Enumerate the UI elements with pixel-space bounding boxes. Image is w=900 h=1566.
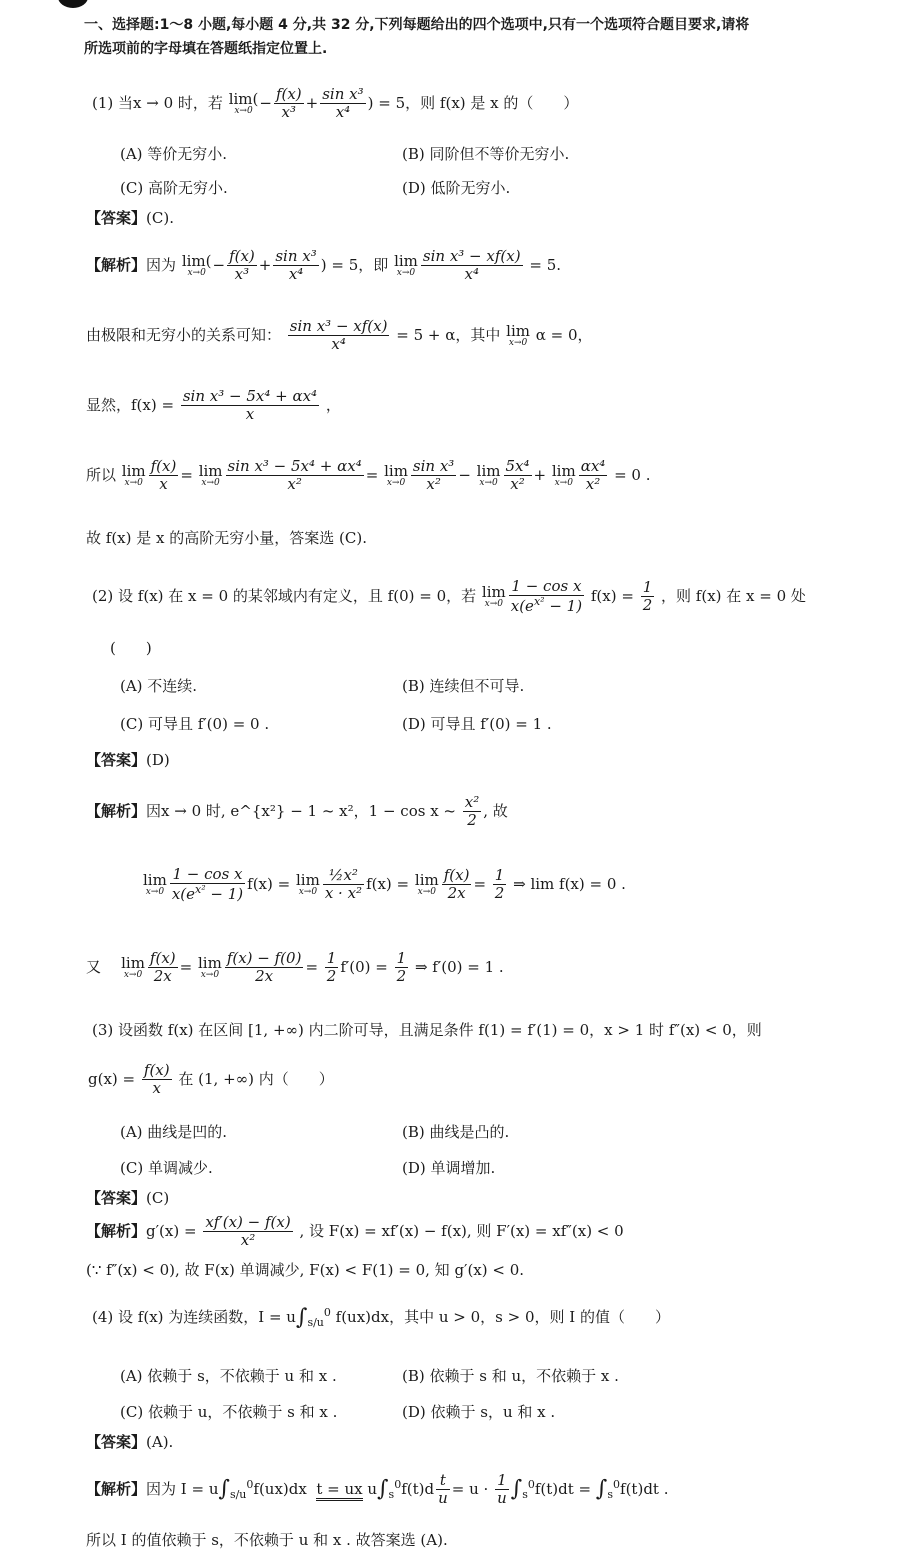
q1-analysis-5: 故 f(x) 是 x 的高阶无穷小量，答案选 (C). (86, 529, 367, 547)
q4-analysis-1: 【解析】因为 $I = u\int_{s/u}^0f(ux)dx$ t = ux $u\int_s^0f(t)d$ $\frac{t}{u}$ = u · $\frac{1}{u}$ $\int_s^0f(t)dt = \int_s^0f(t)dt$ . (86, 1471, 669, 1508)
q1-answer: 【答案】(C). (86, 209, 174, 227)
q3-option-b: (B) 曲线是凸的. (402, 1123, 510, 1141)
section-header-line1: 一、选择题:1～8 小题,每小题 4 分,共 32 分,下列每题给出的四个选项中,只有一个选项符合题目要求,请将 (84, 17, 750, 33)
corner-mark (58, 0, 88, 8)
q4-stem: (4) 设 f(x) 为连续函数，$I = u\int_{s/u}^0$ f(ux)dx，其中 u > 0，s > 0，则 I 的值（ ） (92, 1305, 670, 1330)
q2-analysis-3: 又 lim x→0 $\frac{f(x)}{2x}$ = lim x→0 $\frac{f(x) - f(0)}{2x}$ = $\frac{1}{2}$ f′(0) = $\frac{1}{2}$ ⇒ f′(0) = 1 . (86, 949, 504, 986)
q3-option-a: (A) 曲线是凹的. (120, 1123, 228, 1141)
q2-analysis-2: lim x→0 $\frac{\text{1 − cos x}}{x(e^{x^2} - 1)}$ f(x) = lim x→0 $\frac{\text{½x²}}{\text{x · x²}}$ f(x) = lim x→0 $\frac{f(x)}{2x}$ = $\frac{1}{2}$ ⇒ lim f(x) = 0 . (143, 865, 626, 904)
section-header-line2: 所选项前的字母填在答题纸指定位置上. (84, 41, 328, 57)
q2-option-c: (C) 可导且 f′(0) = 0 . (120, 715, 270, 733)
q4-option-b: (B) 依赖于 s 和 u，不依赖于 x . (402, 1367, 619, 1385)
q3-option-c: (C) 单调减少. (120, 1159, 213, 1177)
q2-stem: (2) 设 f(x) 在 x = 0 的某邻域内有定义，且 f(0) = 0，若 lim x→0 $\frac{\text{1 − cos x}}{x(e^{x^2} - 1)}$ f(x) = $\frac{1}{2}$ ，则 f(x) 在 x = 0 处 (92, 577, 806, 616)
q1-option-c: (C) 高阶无穷小. (120, 179, 228, 197)
q1-analysis-1: 【解析】因为 lim( x→0 − $\frac{f(x)}{\text{x³}}$ + $\frac{\text{sin x³}}{\text{x⁴}}$ ) = 5，即 lim x→0 $\frac{\text{sin x³ − xf(x)}}{\text{x⁴}}$ = 5. (86, 247, 562, 284)
q4-analysis-2: 所以 I 的值依赖于 s，不依赖于 u 和 x . 故答案选 (A). (86, 1531, 448, 1549)
q4-option-a: (A) 依赖于 s，不依赖于 u 和 x . (120, 1367, 337, 1385)
q1-option-a: (A) 等价无穷小. (120, 145, 228, 163)
q2-option-b: (B) 连续但不可导. (402, 677, 525, 695)
q2-option-d: (D) 可导且 f′(0) = 1 . (402, 715, 552, 733)
q4-option-c: (C) 依赖于 u，不依赖于 s 和 x . (120, 1403, 338, 1421)
q3-analysis-1: 【解析】g′(x) = $\frac{xf'(x) - f(x)}{\text{x²}}$ , 设 F(x) = xf′(x) − f(x), 则 F′(x) = xf″(x) < 0 (86, 1213, 624, 1250)
q4-option-d: (D) 依赖于 s，u 和 x . (402, 1403, 556, 1421)
q2-answer: 【答案】(D) (86, 751, 170, 769)
q2-paren: ( ) (110, 639, 152, 657)
q2-analysis-1: 【解析】因x → 0 时, e^{x²} − 1 ~ x²，1 − cos x ~ $\frac{\text{x²}}{2}$ , 故 (86, 793, 508, 830)
q3-answer: 【答案】(C) (86, 1189, 170, 1207)
q1-analysis-3: 显然，f(x) = $\frac{\text{sin x³ − 5x⁴ + αx⁴}}{x}$ ， (86, 387, 341, 424)
q1-option-b: (B) 同阶但不等价无穷小. (402, 145, 570, 163)
q1-analysis-4: 所以 lim x→0 $\frac{f(x)}{x}$ = lim x→0 $\frac{\text{sin x³ − 5x⁴ + αx⁴}}{\text{x²}}$ = lim x→0 $\frac{\text{sin x³}}{\text{x²}}$ − lim x→0 $\frac{\text{5x⁴}}{\text{x²}}$ + lim x→0 $\frac{\text{αx⁴}}{\text{x²}}$ = 0 . (86, 457, 651, 494)
q1-option-d: (D) 低阶无穷小. (402, 179, 511, 197)
q3-analysis-2: (∵ f″(x) < 0), 故 F(x) 单调减少, F(x) < F(1) = 0, 知 g′(x) < 0. (86, 1261, 525, 1279)
q1-stem: (1) 当x → 0 时，若 lim( x→0 − $\frac{f(x)}{\text{x³}}$ + $\frac{\text{sin x³}}{\text{x⁴}}$ ) = 5，则 f(x) 是 x 的（ ） (92, 85, 579, 122)
q3-stem-1: (3) 设函数 f(x) 在区间 [1, +∞) 内二阶可导，且满足条件 f(1) = f′(1) = 0，x > 1 时 f″(x) < 0，则 (92, 1021, 762, 1039)
q3-option-d: (D) 单调增加. (402, 1159, 496, 1177)
q3-stem-2: g(x) = $\frac{f(x)}{x}$ 在 (1, +∞) 内（ ） (88, 1061, 334, 1098)
q2-option-a: (A) 不连续. (120, 677, 198, 695)
q1-analysis-2: 由极限和无穷小的关系可知： $\frac{\text{sin x³ − xf(x)}}{\text{x⁴}}$ = 5 + α，其中 lim x→0 α = 0， (86, 317, 593, 354)
q4-answer: 【答案】(A). (86, 1433, 174, 1451)
